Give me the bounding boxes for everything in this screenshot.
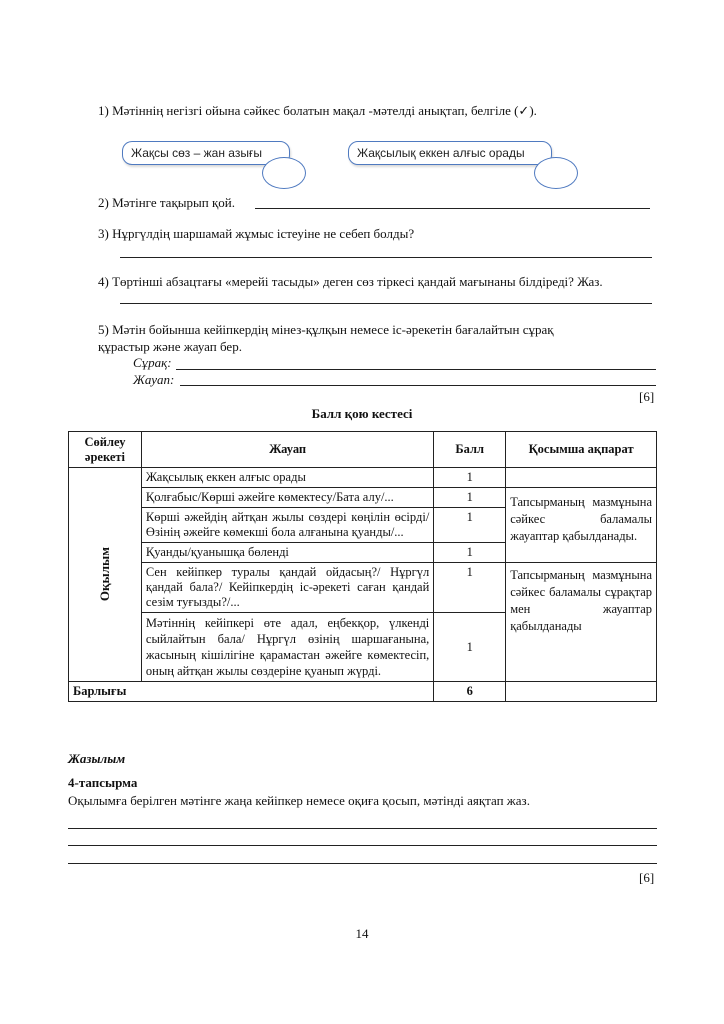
task-4-title: 4-тапсырма: [68, 775, 138, 790]
checkbox-circle-1[interactable]: [262, 157, 306, 189]
total-score: 6: [434, 682, 506, 702]
info-text-2: Тапсырманың мазмұнына сәйкес баламалы сұрақтар мен жауаптар қабылданады: [510, 568, 652, 633]
header-info: Қосымша ақпарат: [506, 432, 657, 468]
header-activity: Сөйлеу әрекеті: [69, 432, 142, 468]
answer-line-3[interactable]: [120, 257, 652, 258]
answer-line-2[interactable]: [255, 208, 650, 209]
page-number: 14: [355, 926, 369, 941]
info-cell-2: [506, 563, 657, 682]
activity-cell: [69, 468, 142, 682]
proverb-option-1-label: Жақсы сөз – жан азығы: [131, 146, 262, 160]
question-3: 3) Нұргүлдің шаршамай жұмыс істеуіне не себеп болды?: [98, 226, 415, 241]
score-table: [68, 431, 657, 702]
score-mark-1: [6]: [639, 389, 655, 404]
info-text-1: Тапсырманың мазмұнына сәйкес баламалы жауаптар қабылданады.: [510, 495, 652, 543]
question-5-line-1: 5) Мәтін бойынша кейіпкердің мінез-құлқын немесе іс-әрекетін бағалайтын сұрақ: [98, 322, 554, 337]
checkbox-circle-2[interactable]: [534, 157, 578, 189]
answer-label: Жауап:: [133, 372, 175, 387]
info-cell-1: [506, 488, 657, 563]
proverb-option-2[interactable]: [348, 141, 552, 165]
row-score: 1: [434, 468, 506, 488]
info-empty: [506, 468, 657, 488]
activity-label: Оқылым: [97, 547, 113, 602]
row-score: 1: [434, 563, 506, 613]
total-label: Барлығы: [69, 682, 434, 702]
row-score: 1: [434, 508, 506, 543]
total-info-empty: [506, 682, 657, 702]
row-score: 1: [434, 543, 506, 563]
table-row: Қуанды/қуанышқа бөленді: [141, 543, 433, 563]
header-answer: Жауап: [141, 432, 433, 468]
proverb-option-2-label: Жақсылық еккен алғыс орады: [357, 146, 525, 160]
question-5-line-2: құрастыр және жауап бер.: [98, 339, 242, 354]
writing-line-2[interactable]: [68, 845, 657, 846]
header-score: Балл: [434, 432, 506, 468]
table-row: Көрші әжейдің айтқан жылы сөздері көңілін өсірді/ Өзінің әжейге көмекші бола алғанына қуанды/...: [141, 508, 433, 543]
table-row: Жақсылық еккен алғыс орады: [141, 468, 433, 488]
table-title: Балл қою кестесі: [311, 406, 413, 421]
table-row: Мәтіннің кейіпкері өте адал, еңбекқор, үлкенді сыйлайтын бала/ Нұргүл өзінің шаршағанына, жасының кішілігіне қарамастан әжейге көмектесіп, оның айтқан жылы сөздеріне қуанып жүрді.: [141, 613, 433, 682]
writing-line-1[interactable]: [68, 828, 657, 829]
writing-section-title: Жазылым: [68, 751, 126, 766]
answer-answer-line[interactable]: [180, 385, 656, 386]
row-score: 1: [434, 488, 506, 508]
question-answer-line[interactable]: [176, 369, 656, 370]
writing-line-3[interactable]: [68, 863, 657, 864]
row-score: 1: [434, 613, 506, 682]
table-row: Қолғабыс/Көрші әжейге көмектесу/Бата алу/...: [141, 488, 433, 508]
table-row: Сен кейіпкер туралы қандай ойдасың?/ Нұргүл қандай бала?/ Кейіпкердің іс-әрекеті саған қандай сезім туғызды?/...: [141, 563, 433, 613]
task-4-instruction: Оқылымға берілген мәтінге жаңа кейіпкер немесе оқиға қосып, мәтінді аяқтап жаз.: [68, 793, 530, 808]
question-label: Сұрақ:: [133, 355, 172, 370]
question-1: 1) Мәтіннің негізгі ойына сәйкес болатын мақал -мәтелді анықтап, белгіле (✓).: [98, 103, 537, 118]
answer-line-4[interactable]: [120, 303, 652, 304]
score-mark-2: [6]: [639, 870, 655, 885]
question-2: 2) Мәтінге тақырып қой.: [98, 195, 235, 210]
proverb-option-1[interactable]: [122, 141, 290, 165]
question-4: 4) Төртінші абзацтағы «мерейі тасыды» деген сөз тіркесі қандай мағынаны білдіреді? Жаз.: [98, 274, 603, 289]
